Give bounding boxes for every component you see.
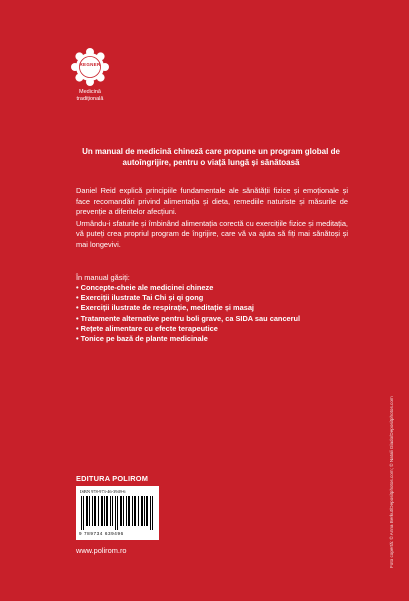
barcode: [76, 486, 159, 540]
description-paragraph-1: Daniel Reid explică principiile fundamentale ale sănătății fizice și emoționale și face recomandări privind alimentația și dieta, remediile naturiste și măsurile de prevenție a diferitelor afecțiuni.: [76, 186, 348, 217]
contents-list: [76, 283, 346, 344]
list-item: • Rețete alimentare cu efecte terapeutice: [76, 323, 218, 333]
list-item: • Exerciții ilustrate de respirație, meditație și masaj: [76, 303, 254, 313]
photo-credit: Foto copertă: © Anna Berkut/Depositphotos.com; © Natali Glado/Depositphotos.com: [389, 396, 394, 568]
list-item: • Tratamente alternative pentru boli grave, ca SIDA sau cancerul: [76, 313, 301, 323]
isbn-text: ISBN 978-973-46-3949-6: [80, 489, 126, 494]
logo-emblem-icon: [71, 48, 109, 86]
headline: Un manual de medicină chineză care propune un program global de autoîngrijire, pentru o viață lungă și sănătoasă: [82, 147, 340, 167]
logo-subtitle-line2: tradițională: [76, 95, 104, 102]
list-item: • Exerciții ilustrate Tai Chi și qi gong: [76, 293, 204, 303]
publisher-name: EDITURA POLIROM: [76, 474, 149, 483]
logo-subtitle-line1: Medicină: [78, 89, 101, 95]
list-item: • Tonice pe bază de plante medicinale: [76, 334, 208, 344]
logo-name: REGNER: [79, 62, 101, 67]
publisher-logo: [64, 48, 116, 128]
description-paragraph-2: Urmându-i sfaturile și îmbinând alimentația corectă cu exercițiile fizice și meditația, vă puteți crea propriul program de îngrijire, care vă va ajuta să fiți mai sănătoși și mai longevivi.: [76, 218, 348, 249]
description: [76, 186, 348, 252]
barcode-digits: 9 789734 639496: [79, 531, 124, 536]
list-title: În manual găsiți:: [76, 273, 130, 282]
logo-subtitle: [64, 89, 116, 102]
barcode-bars: [80, 496, 155, 530]
website-link[interactable]: www.polirom.ro: [76, 546, 127, 555]
list-item: • Concepte-cheie ale medicinei chineze: [76, 283, 214, 292]
